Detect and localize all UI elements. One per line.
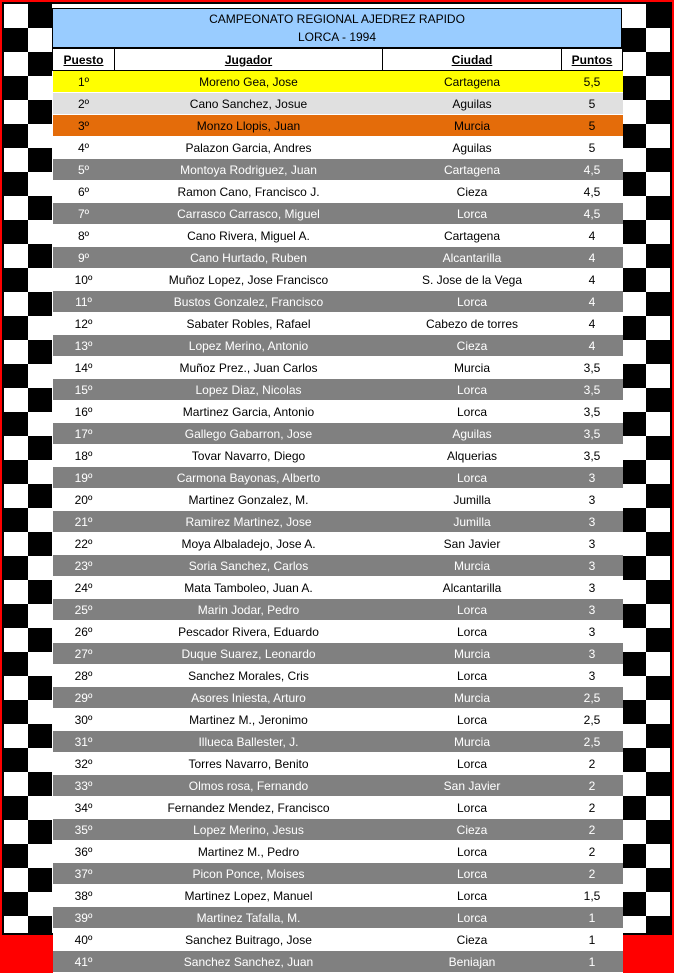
cell-ciudad: Alcantarilla	[383, 247, 562, 269]
cell-puntos: 1	[562, 907, 623, 929]
cell-puntos: 5	[562, 137, 623, 159]
table-row	[53, 819, 623, 841]
table-row	[53, 269, 623, 291]
table-row	[53, 357, 623, 379]
standings-body	[53, 71, 623, 973]
cell-jugador: Torres Navarro, Benito	[115, 753, 383, 775]
cell-ciudad: Lorca	[383, 863, 562, 885]
table-row	[53, 203, 623, 225]
cell-jugador: Gallego Gabarron, Jose	[115, 423, 383, 445]
cell-puntos: 3	[562, 577, 623, 599]
cell-jugador: Asores Iniesta, Arturo	[115, 687, 383, 709]
cell-puntos: 2	[562, 753, 623, 775]
cell-puntos: 3,5	[562, 445, 623, 467]
cell-jugador: Carrasco Carrasco, Miguel	[115, 203, 383, 225]
cell-ciudad: Murcia	[383, 687, 562, 709]
cell-ciudad: Cieza	[383, 929, 562, 951]
cell-puntos: 3,5	[562, 423, 623, 445]
cell-puntos: 5	[562, 115, 623, 137]
cell-puntos: 3,5	[562, 379, 623, 401]
cell-ciudad: Jumilla	[383, 489, 562, 511]
table-row	[53, 775, 623, 797]
table-row	[53, 929, 623, 951]
cell-ciudad: Lorca	[383, 291, 562, 313]
cell-ciudad: Lorca	[383, 467, 562, 489]
cell-puesto: 28º	[53, 665, 115, 687]
cell-puesto: 4º	[53, 137, 115, 159]
cell-puesto: 5º	[53, 159, 115, 181]
cell-puntos: 2,5	[562, 709, 623, 731]
cell-puntos: 4	[562, 291, 623, 313]
cell-jugador: Sanchez Buitrago, Jose	[115, 929, 383, 951]
cell-ciudad: Lorca	[383, 621, 562, 643]
table-row	[53, 621, 623, 643]
header-jugador: Jugador	[115, 49, 383, 71]
cell-jugador: Cano Rivera, Miguel A.	[115, 225, 383, 247]
cell-puntos: 5	[562, 93, 623, 115]
cell-puesto: 37º	[53, 863, 115, 885]
checkerboard-border-left	[4, 4, 52, 933]
cell-puesto: 8º	[53, 225, 115, 247]
cell-puesto: 25º	[53, 599, 115, 621]
table-row	[53, 533, 623, 555]
table-row	[53, 313, 623, 335]
cell-jugador: Marin Jodar, Pedro	[115, 599, 383, 621]
cell-puntos: 2	[562, 841, 623, 863]
cell-puntos: 3	[562, 511, 623, 533]
page-frame	[2, 2, 672, 969]
cell-ciudad: Murcia	[383, 643, 562, 665]
cell-jugador: Carmona Bayonas, Alberto	[115, 467, 383, 489]
table-row	[53, 885, 623, 907]
cell-ciudad: Lorca	[383, 753, 562, 775]
cell-jugador: Tovar Navarro, Diego	[115, 445, 383, 467]
table-row	[53, 731, 623, 753]
cell-puesto: 17º	[53, 423, 115, 445]
cell-puntos: 4	[562, 247, 623, 269]
cell-ciudad: Murcia	[383, 357, 562, 379]
cell-puesto: 20º	[53, 489, 115, 511]
cell-jugador: Cano Sanchez, Josue	[115, 93, 383, 115]
cell-puesto: 18º	[53, 445, 115, 467]
table-row	[53, 841, 623, 863]
cell-puesto: 41º	[53, 951, 115, 973]
table-row	[53, 709, 623, 731]
cell-puesto: 29º	[53, 687, 115, 709]
table-row	[53, 247, 623, 269]
table-row	[53, 181, 623, 203]
cell-ciudad: Cartagena	[383, 225, 562, 247]
cell-puesto: 19º	[53, 467, 115, 489]
cell-ciudad: Lorca	[383, 599, 562, 621]
cell-jugador: Martinez Tafalla, M.	[115, 907, 383, 929]
cell-puntos: 4	[562, 313, 623, 335]
cell-puesto: 1º	[53, 71, 115, 93]
cell-jugador: Palazon Garcia, Andres	[115, 137, 383, 159]
cell-ciudad: Alcantarilla	[383, 577, 562, 599]
cell-jugador: Martinez Lopez, Manuel	[115, 885, 383, 907]
cell-jugador: Duque Suarez, Leonardo	[115, 643, 383, 665]
table-row	[53, 863, 623, 885]
cell-puesto: 26º	[53, 621, 115, 643]
cell-ciudad: S. Jose de la Vega	[383, 269, 562, 291]
cell-jugador: Mata Tamboleo, Juan A.	[115, 577, 383, 599]
cell-ciudad: San Javier	[383, 533, 562, 555]
cell-jugador: Muñoz Prez., Juan Carlos	[115, 357, 383, 379]
cell-puntos: 3	[562, 489, 623, 511]
cell-puesto: 21º	[53, 511, 115, 533]
cell-puntos: 3,5	[562, 401, 623, 423]
cell-puesto: 34º	[53, 797, 115, 819]
cell-puntos: 2	[562, 819, 623, 841]
cell-puntos: 5,5	[562, 71, 623, 93]
table-row	[53, 489, 623, 511]
cell-ciudad: Cieza	[383, 181, 562, 203]
cell-puesto: 6º	[53, 181, 115, 203]
page-subtitle: LORCA - 1994	[297, 30, 377, 44]
results-sheet	[52, 8, 622, 973]
cell-jugador: Montoya Rodriguez, Juan	[115, 159, 383, 181]
cell-jugador: Monzo Llopis, Juan	[115, 115, 383, 137]
cell-puntos: 2	[562, 775, 623, 797]
header-ciudad: Ciudad	[383, 49, 562, 71]
cell-jugador: Martinez M., Jeronimo	[115, 709, 383, 731]
cell-puesto: 32º	[53, 753, 115, 775]
cell-ciudad: Aguilas	[383, 423, 562, 445]
cell-puntos: 4	[562, 269, 623, 291]
cell-ciudad: Cartagena	[383, 71, 562, 93]
table-row	[53, 423, 623, 445]
table-row	[53, 753, 623, 775]
cell-puesto: 12º	[53, 313, 115, 335]
table-row	[53, 93, 623, 115]
cell-puntos: 3	[562, 467, 623, 489]
cell-puesto: 3º	[53, 115, 115, 137]
cell-puntos: 3	[562, 665, 623, 687]
cell-puesto: 15º	[53, 379, 115, 401]
cell-puesto: 2º	[53, 93, 115, 115]
cell-puesto: 10º	[53, 269, 115, 291]
cell-jugador: Illueca Ballester, J.	[115, 731, 383, 753]
cell-jugador: Sanchez Sanchez, Juan	[115, 951, 383, 973]
table-row	[53, 643, 623, 665]
cell-ciudad: Lorca	[383, 379, 562, 401]
cell-puesto: 27º	[53, 643, 115, 665]
header-puntos: Puntos	[562, 49, 623, 71]
cell-ciudad: Murcia	[383, 555, 562, 577]
cell-jugador: Cano Hurtado, Ruben	[115, 247, 383, 269]
cell-puesto: 22º	[53, 533, 115, 555]
cell-ciudad: Aguilas	[383, 93, 562, 115]
cell-jugador: Sanchez Morales, Cris	[115, 665, 383, 687]
table-row	[53, 291, 623, 313]
cell-puesto: 33º	[53, 775, 115, 797]
cell-jugador: Sabater Robles, Rafael	[115, 313, 383, 335]
cell-jugador: Martinez Gonzalez, M.	[115, 489, 383, 511]
table-row	[53, 445, 623, 467]
cell-jugador: Lopez Merino, Jesus	[115, 819, 383, 841]
cell-puesto: 40º	[53, 929, 115, 951]
cell-puntos: 2,5	[562, 687, 623, 709]
cell-puntos: 4,5	[562, 181, 623, 203]
cell-jugador: Fernandez Mendez, Francisco	[115, 797, 383, 819]
cell-ciudad: Jumilla	[383, 511, 562, 533]
table-row	[53, 951, 623, 973]
header-puesto: Puesto	[53, 49, 115, 71]
cell-puesto: 7º	[53, 203, 115, 225]
table-row	[53, 907, 623, 929]
table-row	[53, 401, 623, 423]
cell-puntos: 1	[562, 951, 623, 973]
cell-puntos: 4	[562, 225, 623, 247]
cell-ciudad: Cartagena	[383, 159, 562, 181]
cell-jugador: Olmos rosa, Fernando	[115, 775, 383, 797]
cell-puntos: 1,5	[562, 885, 623, 907]
cell-ciudad: Lorca	[383, 203, 562, 225]
cell-jugador: Ramirez Martinez, Jose	[115, 511, 383, 533]
cell-ciudad: Murcia	[383, 731, 562, 753]
table-row	[53, 599, 623, 621]
cell-puntos: 3	[562, 599, 623, 621]
cell-jugador: Lopez Diaz, Nicolas	[115, 379, 383, 401]
cell-ciudad: Cabezo de torres	[383, 313, 562, 335]
table-row	[53, 225, 623, 247]
cell-ciudad: Beniajan	[383, 951, 562, 973]
cell-puesto: 16º	[53, 401, 115, 423]
cell-ciudad: Lorca	[383, 797, 562, 819]
cell-ciudad: Lorca	[383, 885, 562, 907]
cell-puntos: 3	[562, 533, 623, 555]
cell-jugador: Martinez Garcia, Antonio	[115, 401, 383, 423]
table-row	[53, 665, 623, 687]
cell-puesto: 38º	[53, 885, 115, 907]
cell-puntos: 2	[562, 863, 623, 885]
cell-ciudad: Cieza	[383, 819, 562, 841]
cell-puesto: 24º	[53, 577, 115, 599]
cell-puesto: 11º	[53, 291, 115, 313]
cell-jugador: Ramon Cano, Francisco J.	[115, 181, 383, 203]
cell-puesto: 30º	[53, 709, 115, 731]
cell-jugador: Moya Albaladejo, Jose A.	[115, 533, 383, 555]
cell-puesto: 31º	[53, 731, 115, 753]
cell-ciudad: Lorca	[383, 841, 562, 863]
cell-puesto: 14º	[53, 357, 115, 379]
cell-jugador: Soria Sanchez, Carlos	[115, 555, 383, 577]
cell-ciudad: San Javier	[383, 775, 562, 797]
table-row	[53, 687, 623, 709]
standings-table	[52, 48, 623, 973]
table-row	[53, 797, 623, 819]
cell-jugador: Martinez M., Pedro	[115, 841, 383, 863]
cell-puesto: 36º	[53, 841, 115, 863]
cell-jugador: Moreno Gea, Jose	[115, 71, 383, 93]
cell-puesto: 23º	[53, 555, 115, 577]
table-row	[53, 511, 623, 533]
cell-puesto: 39º	[53, 907, 115, 929]
table-row	[53, 159, 623, 181]
cell-puntos: 4,5	[562, 159, 623, 181]
cell-ciudad: Lorca	[383, 401, 562, 423]
table-row	[53, 115, 623, 137]
cell-puntos: 3	[562, 643, 623, 665]
cell-ciudad: Aguilas	[383, 137, 562, 159]
table-row	[53, 467, 623, 489]
checkerboard-border-right	[622, 4, 670, 933]
cell-ciudad: Cieza	[383, 335, 562, 357]
cell-puntos: 3	[562, 555, 623, 577]
cell-puntos: 1	[562, 929, 623, 951]
cell-ciudad: Lorca	[383, 709, 562, 731]
cell-jugador: Bustos Gonzalez, Francisco	[115, 291, 383, 313]
cell-ciudad: Lorca	[383, 907, 562, 929]
cell-ciudad: Murcia	[383, 115, 562, 137]
table-row	[53, 335, 623, 357]
page-title: CAMPEONATO REGIONAL AJEDREZ RAPIDO	[209, 12, 465, 26]
cell-puntos: 4,5	[562, 203, 623, 225]
cell-jugador: Pescador Rivera, Eduardo	[115, 621, 383, 643]
cell-jugador: Muñoz Lopez, Jose Francisco	[115, 269, 383, 291]
table-row	[53, 71, 623, 93]
cell-puntos: 2,5	[562, 731, 623, 753]
cell-puntos: 3	[562, 621, 623, 643]
table-row	[53, 137, 623, 159]
cell-ciudad: Alquerias	[383, 445, 562, 467]
table-row	[53, 379, 623, 401]
table-row	[53, 577, 623, 599]
cell-puesto: 9º	[53, 247, 115, 269]
cell-puesto: 13º	[53, 335, 115, 357]
cell-puntos: 3,5	[562, 357, 623, 379]
table-header-row	[53, 49, 623, 71]
cell-jugador: Picon Ponce, Moises	[115, 863, 383, 885]
cell-ciudad: Lorca	[383, 665, 562, 687]
cell-jugador: Lopez Merino, Antonio	[115, 335, 383, 357]
cell-puntos: 4	[562, 335, 623, 357]
table-row	[53, 555, 623, 577]
cell-puntos: 2	[562, 797, 623, 819]
title-block	[52, 8, 622, 48]
cell-puesto: 35º	[53, 819, 115, 841]
